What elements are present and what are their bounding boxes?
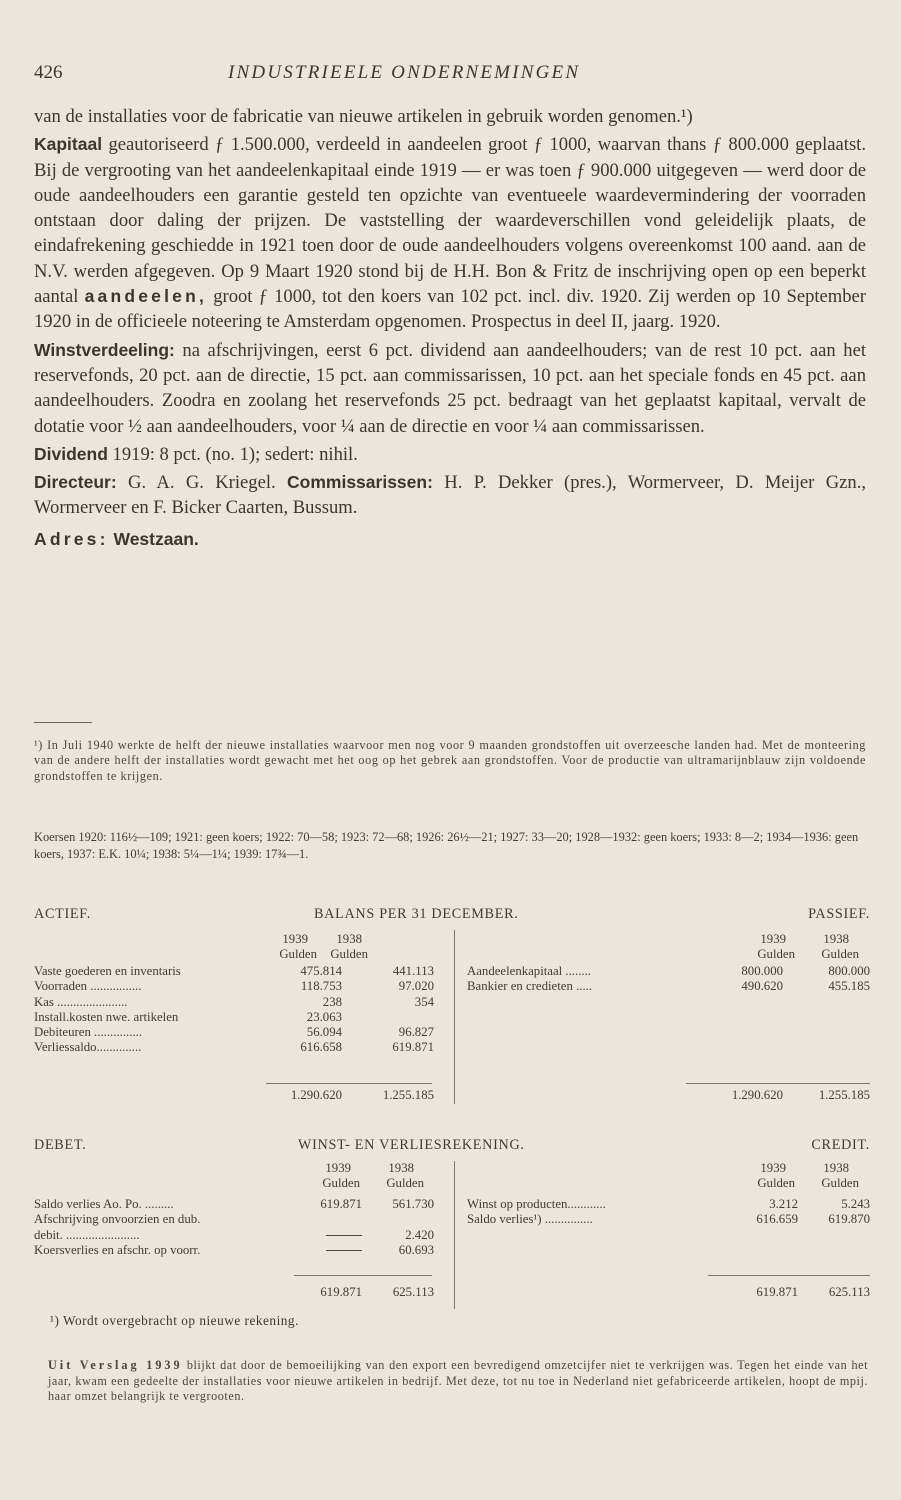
row-label: Debiteuren ............... [34, 1025, 143, 1040]
pl-left-total-rule [294, 1275, 432, 1276]
statement-row [34, 1010, 434, 1025]
pl-left-total [34, 1285, 434, 1300]
balance-right-years [729, 932, 869, 963]
row-value: 118.753 [300, 979, 342, 994]
row-label: Bankier en credieten ..... [467, 979, 593, 994]
winst-text: na afschrijvingen, eerst 6 pct. dividend aan aandeelhouders; van de rest 10 pct. aan het reservefonds, 20 pct. aan de directie, 15 pct. aan commissarissen, 10 pct. aan het speciale fonds en 45 pct. aan aandeelhouders. Zoodra en zoolang het reservefonds 25 pct. bedraagt van het geplaatst kapitaal, vervalt de dotatie voor ½ aan aandeelhouders, voor ¼ aan de directie en voor ¼ aan commissarissen. [34, 339, 866, 437]
pl-right-years [729, 1161, 869, 1192]
pl-credit-rows [467, 1197, 870, 1228]
row-value: 619.870 [828, 1212, 870, 1227]
unit-label: Gulden [821, 1176, 859, 1191]
pl-right-total-rule [708, 1275, 870, 1276]
footnote-divider [34, 722, 92, 723]
row-value: 238 [322, 994, 342, 1009]
commissarissen-text: H. P. Dekker (pres.), Wormerveer, D. Meijer Gzn., Wormerveer en F. Bicker Caarten, Bussum. [34, 472, 866, 519]
row-value: 616.659 [756, 1212, 798, 1227]
dividend-paragraph [34, 442, 866, 467]
row-value: 561.730 [392, 1197, 434, 1211]
row-label: Install.kosten nwe. artikelen [34, 1009, 179, 1024]
unit-label: Gulden [279, 947, 317, 962]
total-1939: 619.871 [756, 1285, 798, 1299]
unit-label: Gulden [757, 947, 795, 962]
statement-row [467, 1212, 870, 1227]
row-label: Vaste goederen en inventaris [34, 964, 181, 978]
row-value: 96.827 [398, 1025, 434, 1040]
running-title: INDUSTRIEELE ONDERNEMINGEN [228, 62, 581, 83]
adres-paragraph [34, 527, 866, 552]
dividend-label: Dividend [34, 443, 108, 464]
statement-row [34, 1228, 434, 1243]
actief-heading: ACTIEF. [34, 906, 91, 922]
row-label: Kas ...................... [34, 994, 128, 1009]
koersen-line: Koersen 1920: 116½—109; 1921: geen koers; 1922: 70—58; 1923: 72—68; 1926: 26½—21; 1927: 33—20; 1928—1932: geen koers; 1933: 8—2; 1934—1936: geen koers, 1937: E.K. 10¼; 1938: 5¼—1¼; 1939: 17¾—1. [34, 830, 859, 861]
kapitaal-label: Kapitaal [34, 134, 103, 155]
statement-row [34, 979, 434, 994]
kapitaal-paragraph [34, 132, 866, 334]
directeur-paragraph [34, 470, 866, 521]
row-label: Aandeelenkapitaal ........ [467, 964, 592, 978]
row-label: Winst op producten............ [467, 1197, 606, 1211]
commissarissen-label: Commissarissen: [287, 472, 433, 493]
pl-debet-rows [34, 1197, 434, 1258]
row-value: 2.420 [405, 1227, 434, 1242]
row-value: 354 [414, 994, 434, 1009]
unit-label: Gulden [757, 1176, 795, 1191]
annual-report-excerpt [48, 1358, 868, 1405]
balance-right-total-rule [686, 1083, 870, 1084]
footnote-2: ¹) Wordt overgebracht op nieuwe rekening. [50, 1313, 299, 1328]
unit-label: Gulden [821, 947, 859, 962]
row-value: 490.620 [741, 979, 783, 994]
verslag-text: blijkt dat door de bemoeilijking van den export een bevredigend omzetcijfer niet te verkrijgen was. Tegen het einde van het jaar, kwam een gedeelte der installaties voor nieuwe artikelen in bedrijf. Met deze, tot nu toe in Nederland niet gefabriceerde artikelen, hoopt de mpij. haar omzet belangrijk te vergrooten. [48, 1358, 869, 1403]
row-value: 619.871 [392, 1040, 434, 1055]
intro-paragraph: van de installaties voor de fabricatie van nieuwe artikelen in gebruik worden genomen.¹) [34, 106, 693, 127]
balance-left-years [272, 932, 368, 963]
row-label: Verliessaldo.............. [34, 1040, 142, 1055]
balance-actief-rows [34, 964, 434, 1056]
balance-right-total [467, 1088, 870, 1103]
year-1938: 1938 [823, 932, 849, 946]
statement-row [467, 964, 870, 979]
footnote-1: ¹) In Juli 1940 werkte de helft der nieuwe installaties waarvoor men nog voor 9 maanden grondstoffen uit overzeesche landen had. Met de monteering van de andere helft der installaties wordt gewacht met het oog op het gebrek aan grondstoffen. Voor de productie van ultramarijnblauw zijn voldoende grondstoffen te krijgen. [34, 738, 866, 783]
row-value: 619.871 [320, 1197, 362, 1211]
row-label: Voorraden ................ [34, 979, 142, 994]
year-1939: 1939 [760, 1161, 786, 1175]
row-value: 60.693 [398, 1242, 434, 1257]
winst-label: Winstverdeeling: [34, 339, 175, 360]
balance-left-total-rule [266, 1083, 432, 1084]
nil-dash [326, 1243, 362, 1258]
total-1939: 1.290.620 [290, 1088, 342, 1102]
page-number: 426 [34, 62, 63, 83]
unit-label: Gulden [386, 1176, 424, 1191]
kapitaal-text-2: groot ƒ 1000, tot den koers van 102 pct. incl. div. 1920. Zij werden op 10 September 1920 in de officieele noteering te Amsterdam opgenomen. Prospectus in deel II, jaarg. 1920. [34, 286, 866, 333]
pl-divider [454, 1161, 455, 1309]
total-1938: 625.113 [392, 1285, 434, 1299]
nil-dash [326, 1228, 362, 1243]
directeur-label: Directeur: [34, 472, 117, 493]
aandeelen-word: aandeelen, [84, 286, 208, 307]
year-1939: 1939 [760, 932, 786, 946]
credit-heading: CREDIT. [811, 1137, 870, 1153]
statement-row [34, 1212, 434, 1227]
unit-label: Gulden [330, 947, 368, 962]
row-value: 800.000 [828, 964, 870, 978]
pl-right-total [467, 1285, 870, 1300]
row-label: Koersverlies en afschr. op voorr. [34, 1242, 201, 1257]
unit-label: Gulden [322, 1176, 360, 1191]
row-label: Saldo verlies Ao. Po. ......... [34, 1197, 174, 1211]
statement-row [34, 1040, 434, 1055]
company-description [34, 104, 866, 552]
total-1938: 625.113 [828, 1285, 870, 1299]
row-value: 97.020 [398, 979, 434, 994]
year-1938: 1938 [823, 1161, 849, 1175]
year-1938: 1938 [388, 1161, 414, 1175]
row-value: 616.658 [300, 1040, 342, 1055]
total-1939: 619.871 [320, 1285, 362, 1299]
statement-row [34, 995, 434, 1010]
total-1939: 1.290.620 [731, 1088, 783, 1102]
year-1938: 1938 [336, 932, 362, 946]
adres-text: Westzaan. [108, 528, 199, 549]
year-1939: 1939 [325, 1161, 351, 1175]
total-1938: 1.255.185 [818, 1088, 870, 1102]
statement-row [34, 1025, 434, 1040]
row-value: 475.814 [300, 964, 342, 978]
balance-passief-rows [467, 964, 870, 995]
balance-sheet-header [34, 906, 870, 924]
profit-loss-header [34, 1137, 870, 1155]
pl-left-years [294, 1161, 434, 1192]
verslag-label: Uit Verslag 1939 [48, 1358, 183, 1372]
row-value: 441.113 [392, 964, 434, 978]
year-1939: 1939 [282, 932, 308, 946]
debet-heading: DEBET. [34, 1137, 87, 1153]
winst-paragraph [34, 338, 866, 439]
page-header [34, 62, 870, 88]
row-value: 455.185 [828, 979, 870, 994]
row-label: debit. ....................... [34, 1227, 140, 1242]
row-label: Afschrijving onvoorzien en dub. [34, 1212, 201, 1227]
balance-title: BALANS PER 31 DECEMBER. [314, 906, 519, 922]
adres-label: Adres: [34, 528, 109, 549]
passief-heading: PASSIEF. [808, 906, 870, 922]
row-value: 5.243 [841, 1197, 870, 1211]
directeur-text: G. A. G. Kriegel. [116, 472, 288, 494]
row-value: 56.094 [306, 1025, 342, 1040]
statement-row [34, 1243, 434, 1258]
statement-row [34, 964, 434, 979]
statement-row [467, 1197, 870, 1212]
kapitaal-text: geautoriseerd ƒ 1.500.000, verdeeld in aandeelen groot ƒ 1000, waarvan thans ƒ 800.000 geplaatst. Bij de vergrooting van het aandeelenkapitaal einde 1919 — er was toen ƒ 900.000 uitgegeven — werd door de oude aandeelhouders een garantie gesteld ten opzichte van eventueele waardevermindering der voorraden ontstaan door daling der prijzen. De vaststelling der waardeverschillen vond geleidelijk plaats, de eindafrekening geschiedde in 1921 toen door de oude aandeelhouders volgens overeenkomst 100 aand. aan de N.V. werden afgegeven. Op 9 Maart 1920 stond bij de H.H. Bon & Fritz de inschrijving open op een beperkt aantal [34, 134, 866, 308]
dividend-text: 1919: 8 pct. (no. 1); sedert: nihil. [107, 443, 358, 465]
row-label: Saldo verlies¹) ............... [467, 1212, 593, 1227]
statement-row [467, 979, 870, 994]
statement-row [34, 1197, 434, 1212]
balance-divider [454, 930, 455, 1104]
balance-left-total [34, 1088, 434, 1103]
row-value: 23.063 [306, 1009, 342, 1024]
row-value: 800.000 [741, 964, 783, 978]
profit-loss-title: WINST- EN VERLIESREKENING. [298, 1137, 525, 1153]
row-value: 3.212 [769, 1197, 798, 1211]
total-1938: 1.255.185 [382, 1088, 434, 1102]
